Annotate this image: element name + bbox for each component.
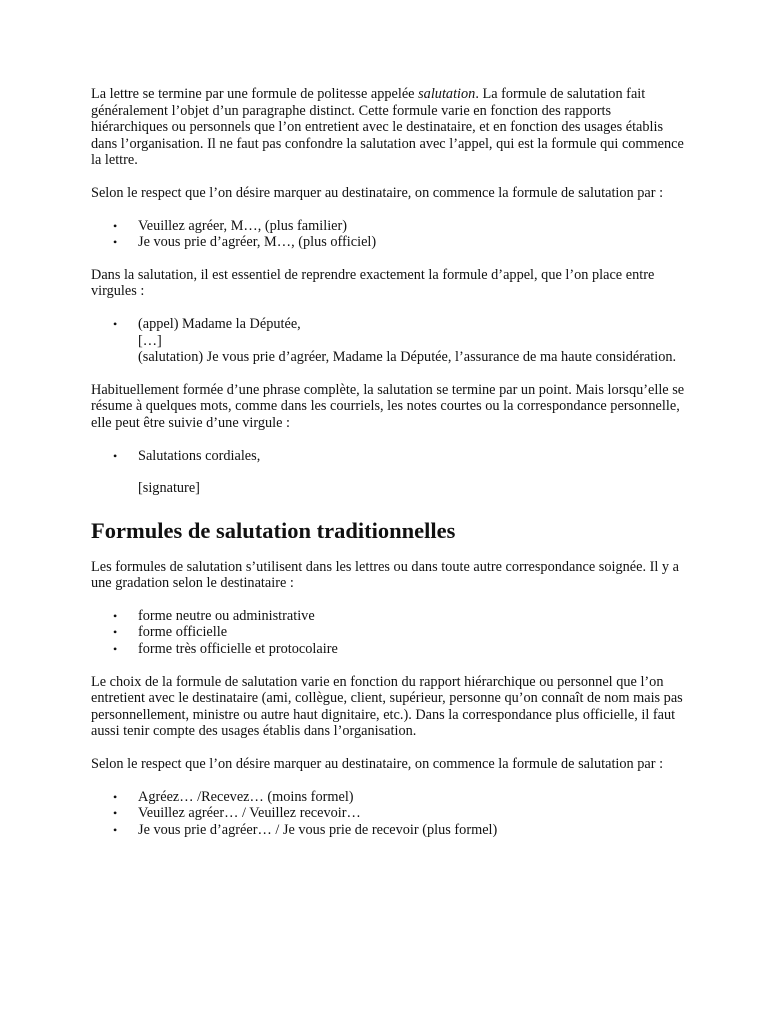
section-paragraph-2: Le choix de la formule de salutation varie en fonction du rapport hiérarchique ou personnel que l’on entretient avec le destinataire (ami, collègue, client, supérieur, personne qu’on connaît de nom mais pas personnellement, ministre ou autre haut dignitaire, etc.). Dans la correspondance plus officielle, il faut aussi tenir compte des usages établis dans l’organisation.: [91, 673, 683, 740]
list-item-example: [91, 316, 691, 366]
intro-p1-emphasis: salutation: [418, 86, 476, 102]
intro-paragraph-1: [91, 86, 691, 169]
intro-p1-text: La lettre se termine par une formule de politesse appelée: [91, 86, 419, 102]
example-line-closing: • Salutations cordiales,: [138, 447, 261, 464]
section-paragraph-3: Selon le respect que l’on désire marquer au destinataire, on commence la formule de salutation par :: [91, 756, 664, 773]
example-line-signature: [signature]: [138, 480, 200, 497]
list-item: • Agréez… /Recevez… (moins formel): [91, 789, 691, 806]
example-line-salutation: (salutation) Je vous prie d’agréer, Madame la Députée, l’assurance de ma haute considération.: [138, 349, 677, 366]
intro-paragraph-2: Selon le respect que l’on désire marquer au destinataire, on commence la formule de salutation par :: [91, 184, 664, 201]
example-list-1: [91, 316, 691, 366]
section-list-2: [91, 789, 691, 839]
section-heading: Formules de salutation traditionnelles: [91, 517, 456, 543]
list-item: • Veuillez agréer… / Veuillez recevoir…: [91, 805, 691, 822]
example-line-ellipsis: […]: [138, 332, 162, 349]
example-list-2: [91, 448, 691, 497]
example-line-appel: • (appel) Madame la Députée,: [138, 315, 301, 332]
list-item: • forme neutre ou administrative: [91, 608, 691, 625]
intro-paragraph-4: Habituellement formée d’une phrase complète, la salutation se termine par un point. Mais lorsqu’elle se résume à quelques mots, comme dans les courriels, les notes courtes ou la correspondance personnelle, elle peut être suivie d’une virgule :: [91, 381, 685, 431]
list-item: • Veuillez agréer, M…, (plus familier): [91, 218, 691, 235]
intro-p1-text-end: . La formule de salutation fait généralement l’objet d’un paragraphe distinct. Cette formule varie en fonction des rapports hiérarchiques ou personnels que l’on entretient avec le destinataire, et en fonction des usages établis dans l’organisation. Il ne faut pas confondre la salutation avec l’appel, qui est la formule qui commence la lettre.: [91, 86, 684, 169]
list-item: • Je vous prie d’agréer, M…, (plus officiel): [91, 234, 691, 251]
intro-paragraph-3: Dans la salutation, il est essentiel de reprendre exactement la formule d’appel, que l’on place entre virgules :: [91, 266, 655, 300]
section-list-1: [91, 608, 691, 658]
list-item: • forme très officielle et protocolaire: [91, 641, 691, 658]
list-item: • Je vous prie d’agréer… / Je vous prie de recevoir (plus formel): [91, 822, 691, 839]
intro-list-1: [91, 218, 691, 251]
document-page: [91, 86, 691, 854]
section-paragraph-1: Les formules de salutation s’utilisent dans les lettres ou dans toute autre correspondance soignée. Il y a une gradation selon le destinataire :: [91, 558, 679, 592]
list-item: • forme officielle: [91, 624, 691, 641]
list-item-example: [91, 448, 691, 497]
